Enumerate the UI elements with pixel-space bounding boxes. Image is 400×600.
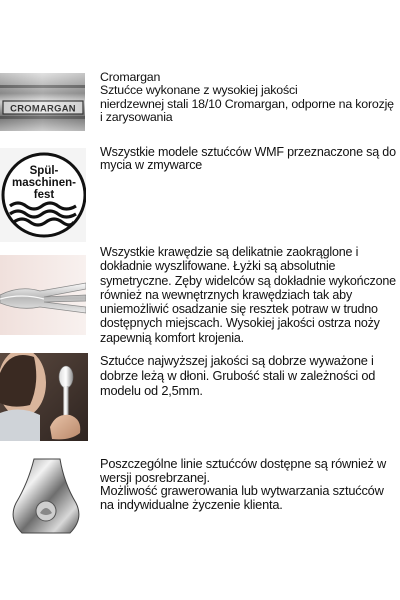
- engraved-handle-icon: [0, 453, 86, 538]
- feature-line: symetryczne. Zęby widelców są dokładnie wykończone: [100, 272, 396, 288]
- feature-line: modelu od 2,5mm.: [100, 383, 203, 398]
- feature-text: [100, 71, 395, 125]
- feature-line: Wszystkie krawędzie są delikatnie zaokrąglone i: [100, 244, 359, 259]
- hand-holding-spoon-icon: [0, 353, 88, 441]
- feature-text: [100, 353, 395, 398]
- feature-line: wersji posrebrzanej.: [100, 469, 210, 485]
- feature-edges: [0, 245, 400, 345]
- feature-line: i zarysowania: [100, 110, 173, 125]
- feature-title: Cromargan: [100, 70, 161, 84]
- feature-line: dokładnie wyszlifowane. Łyżki są absolutnie: [100, 258, 336, 274]
- feature-line: nierdzewnej stali 18/10 Cromargan, odporne na korozję: [100, 96, 394, 111]
- fork-closeup-icon: [0, 255, 86, 335]
- feature-line: Wszystkie modele sztućców WMF przeznaczone są do: [100, 144, 396, 159]
- feature-line: również na wewnętrznych krawędziach tak aby: [100, 286, 353, 302]
- feature-line: dostępnych miejscach. Wysokiej jakości ostrza noży: [100, 315, 380, 331]
- feature-dishwasher: [0, 140, 400, 240]
- feature-text: [100, 144, 396, 173]
- feature-line: Możliwość grawerowania lub wytwarzania sztućców: [100, 483, 384, 499]
- feature-line: Poszczególne linie sztućców dostępne są również w: [100, 456, 387, 471]
- dishwasher-safe-icon: [0, 148, 86, 242]
- feature-text: [100, 244, 396, 345]
- feature-cromargan: [0, 68, 400, 138]
- feature-line: uniemożliwić osadzanie się resztek potraw w trudno: [100, 301, 378, 317]
- feature-line: Sztućce najwyższej jakości są dobrze wyważone i: [100, 353, 374, 368]
- feature-line: mycia w zmywarce: [100, 157, 203, 173]
- logo-line: fest: [33, 189, 55, 201]
- feature-engraving: [0, 453, 400, 538]
- logo-line: maschinen-: [12, 177, 76, 189]
- feature-balance: [0, 348, 400, 443]
- cromargan-logo-icon: [0, 73, 85, 131]
- feature-line: na indywidualne życzenie klienta.: [100, 496, 283, 512]
- feature-text: [100, 457, 395, 511]
- logo-line: Spül-: [29, 165, 59, 177]
- cromargan-logo-text: CROMARGAN: [10, 102, 76, 114]
- feature-line: dobrze leżą w dłoni. Grubość stali w zależności od: [100, 368, 376, 383]
- feature-line: zapewnią komfort krojenia.: [100, 329, 244, 345]
- feature-line: Sztućce wykonane z wysokiej jakości: [100, 83, 298, 98]
